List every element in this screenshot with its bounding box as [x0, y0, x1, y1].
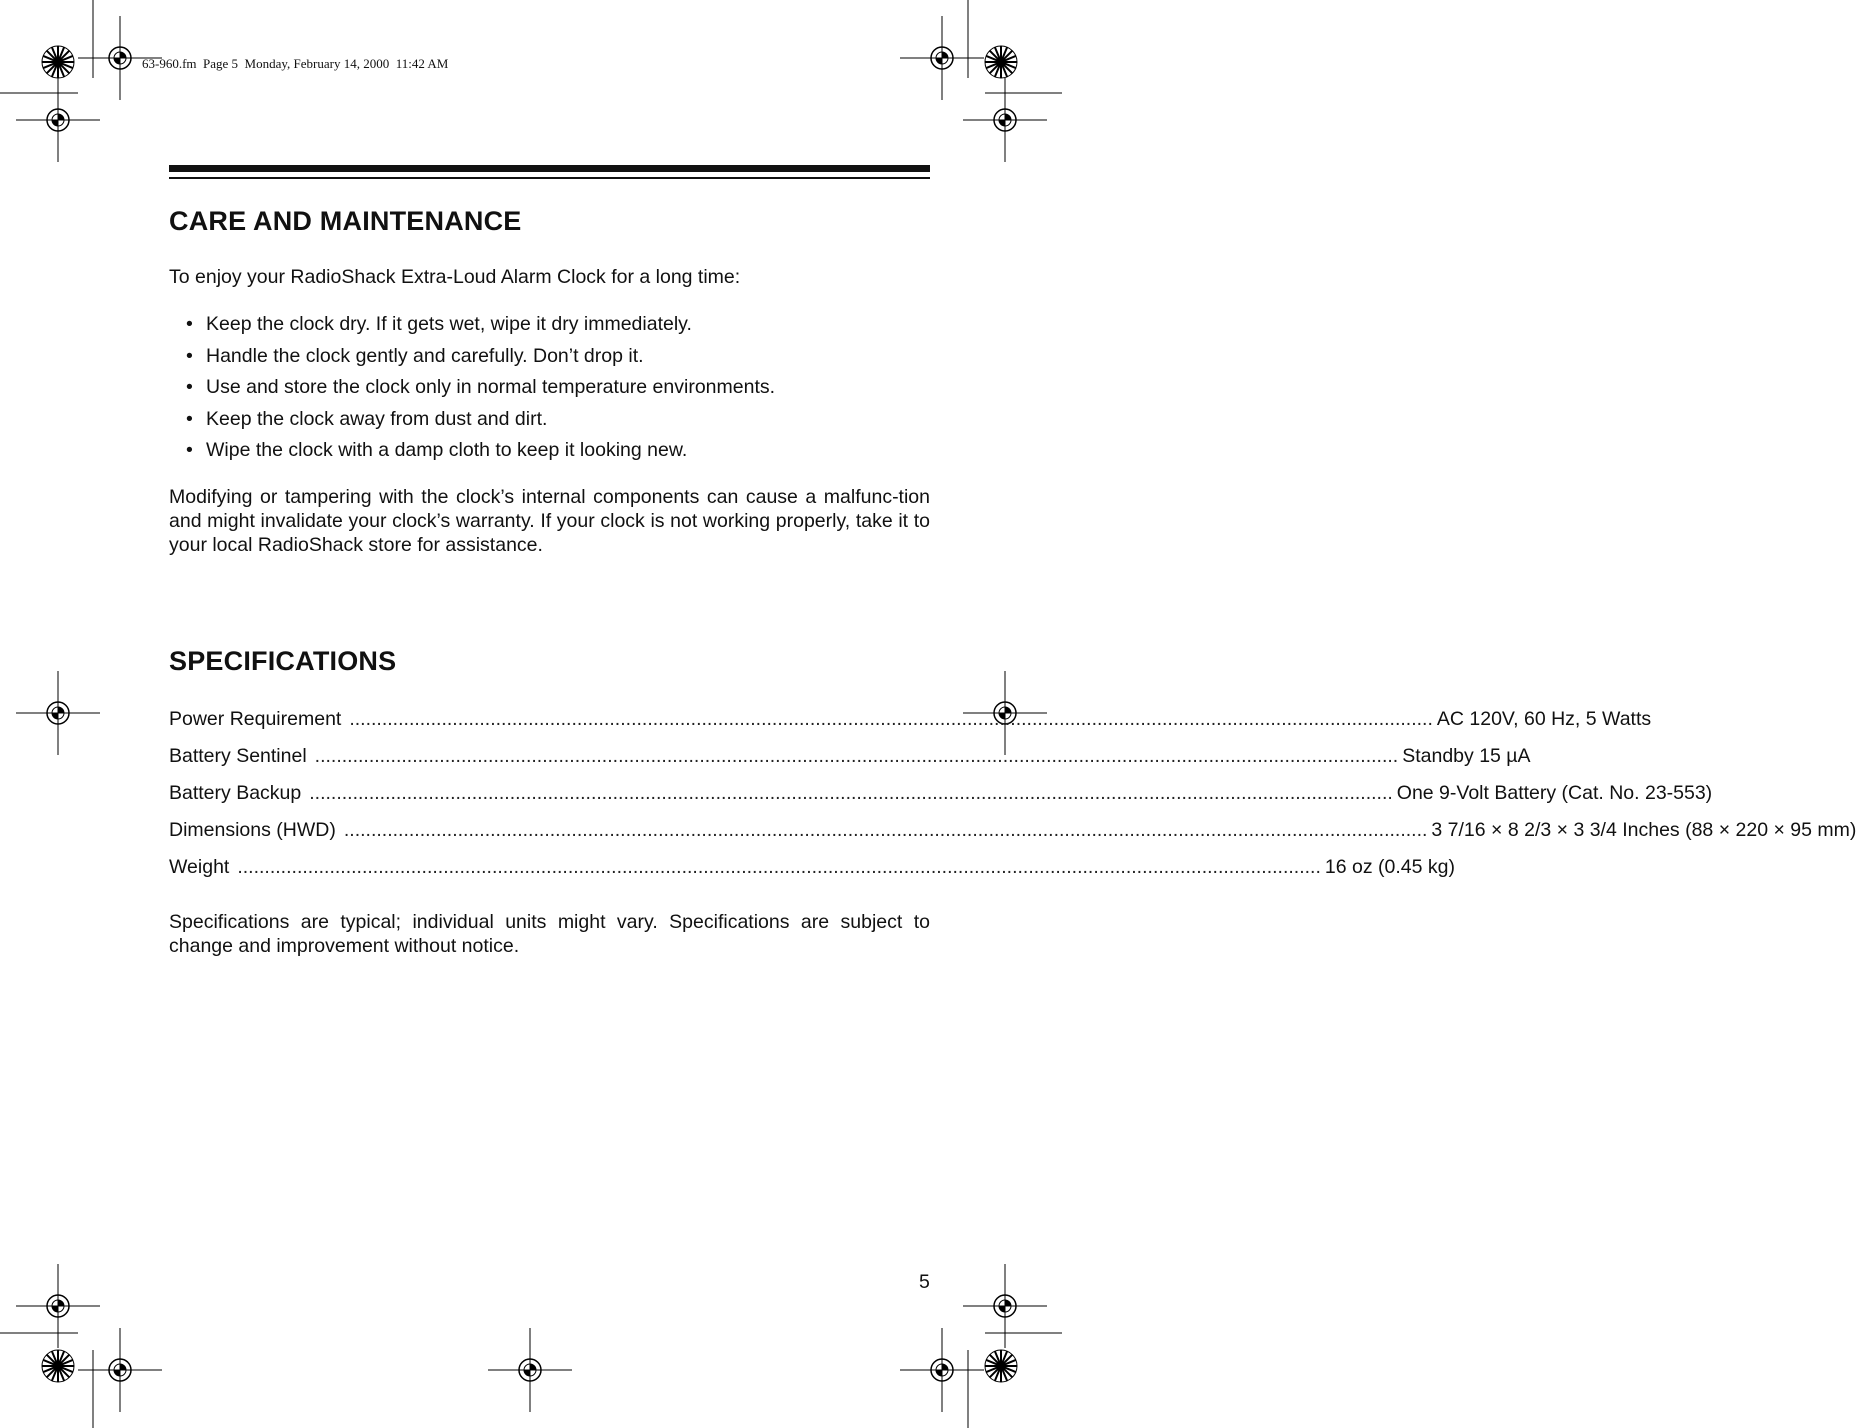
spec-value: Standby 15 µA [1402, 745, 1531, 767]
spec-label: Battery Sentinel [169, 745, 307, 767]
specifications-heading: SPECIFICATIONS [169, 646, 397, 676]
page-number: 5 [919, 1271, 930, 1293]
spec-row [169, 855, 1455, 892]
spec-label: Weight [169, 856, 230, 878]
dot-leader: ........................................................................................................................................................................................................ [314, 745, 1399, 767]
spec-value: 3 7/16 × 8 2/3 × 3 3/4 Inches (88 × 220 × 95 mm) [1431, 819, 1856, 841]
spec-row [169, 744, 1531, 781]
file-header-note: 63-960.fm Page 5 Monday, February 14, 2000 11:42 AM [142, 56, 449, 71]
spec-row [169, 707, 1652, 744]
specifications-note: Specifications are typical; individual units might vary. Specifications are subject to change and improvement without notice. [169, 911, 930, 957]
spec-list [169, 707, 1856, 892]
dot-leader: ........................................................................................................................................................................................................ [343, 819, 1428, 841]
spec-row [169, 781, 1713, 818]
spec-value: AC 120V, 60 Hz, 5 Watts [1436, 708, 1652, 730]
dot-leader: ........................................................................................................................................................................................................ [309, 782, 1393, 804]
spec-row [169, 818, 1856, 855]
spec-value: 16 oz (0.45 kg) [1324, 856, 1455, 878]
dot-leader: ........................................................................................................................................................................................................ [349, 708, 1433, 730]
list-item: • Use and store the clock only in normal temperature environments. [169, 375, 930, 407]
spec-label: Battery Backup [169, 782, 302, 804]
dot-leader: ........................................................................................................................................................................................................ [237, 856, 1321, 878]
spec-value: One 9-Volt Battery (Cat. No. 23-553) [1396, 782, 1713, 804]
care-bullet-list [169, 312, 930, 470]
list-item: • Wipe the clock with a damp cloth to keep it looking new. [169, 438, 930, 470]
header-rule-thin [169, 177, 930, 179]
spec-label: Power Requirement [169, 708, 342, 730]
care-intro: To enjoy your RadioShack Extra-Loud Alarm Clock for a long time: [169, 266, 741, 288]
list-item: • Handle the clock gently and carefully. Don’t drop it. [169, 344, 930, 376]
spec-label: Dimensions (HWD) [169, 819, 336, 841]
list-item: • Keep the clock dry. If it gets wet, wipe it dry immediately. [169, 312, 930, 344]
care-heading: CARE AND MAINTENANCE [169, 206, 522, 236]
modify-warning: Modifying or tampering with the clock’s internal components can cause a malfunc-tion and might invalidate your clock’s warranty. If your clock is not working properly, take it to your local RadioShack store for assistance. [169, 486, 930, 556]
list-item: • Keep the clock away from dust and dirt. [169, 407, 930, 439]
header-rule-thick [169, 165, 930, 172]
